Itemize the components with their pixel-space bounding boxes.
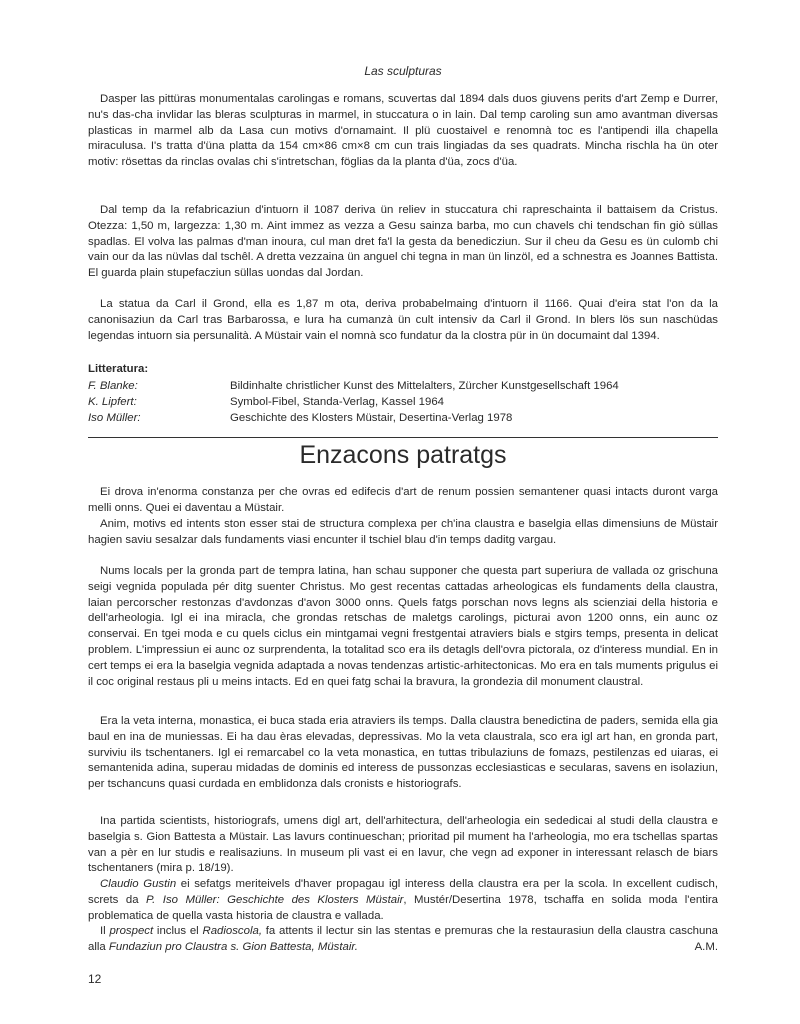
- paragraph-text: Dal temp da la refabricaziun d'intuorn il 1087 deriva ün reliev in stuccatura chi rapreschainta il battaisem da Cristus. Otezza: 1,50 m, largezza: 1,30 m. Aint immez as vezza a Gesu sainza barba, mo cun chavels chi tendschan fin giò süllas spadlas. El volva las palmas d'man inoura, cul man dret fa'l la gesta da benedicziun. Sur il cheu da Gesu es ün culomb chi vain our da las nüvlas dal tschêl. A dretta vezzaina ün anguel chi tegna in man ün linzöl, ed a schnestra es Joannes Battista. El guarda plain stupefacziun süllas uondas dal Jordan.: [88, 204, 718, 280]
- literature-author: F. Blanke:: [88, 380, 138, 392]
- main-paragraph-7: [88, 924, 718, 956]
- section-title: Las sculpturas: [364, 64, 442, 78]
- literature-author: K. Lipfert:: [88, 396, 137, 408]
- paragraph-text: Ei drova in'enorma constanza per che ovras ed edifecis d'art de renum possien semantener quasi intacts duront varga melli onns. Quei ei daventau a Müstair.: [88, 486, 718, 514]
- paragraph-text: Anim, motivs ed intents ston esser stai de structura complexa per ch'ina claustra e baselgia ellas dimensiuns de Müstair hagien saviu sesalzar dals fundaments viasi encunter il tschiel blau d'in temps daditg vargau.: [88, 518, 718, 546]
- paragraph-text: Il: [100, 925, 110, 937]
- sculpture-paragraph-1: [88, 92, 718, 171]
- literature-title: Symbol-Fibel, Standa-Verlag, Kassel 1964: [230, 396, 445, 408]
- page-number: 12: [88, 972, 102, 986]
- paragraph-text: Era la veta interna, monastica, ei buca stada eria atraviers ils temps. Dalla claustra benedictina de paders, semida ella gia baul en ina de muniessas. Ei ha dau èras elevadas, depressivas. Mo la veta claustrala, sco era igl art han, en gronda part, surviviu ils tschentaners. Igl ei remarcabel co la veta monastica, en tuttas tribulaziuns de fomazs, pestilenzas ed uiaras, ei semantenida adina, superau midadas de dominis ed interess de pussonzas ecclesiasticas e secularas, savens en isolaziun, per tschancuns quasi curdada en emblidonza dals cronists e historiografs.: [88, 715, 718, 791]
- paragraph-text: La statua da Carl il Grond, ella es 1,87 m ota, deriva probabelmaing d'intuorn il 1166. Quai d'eira stat l'on da la canonisaziun da Carl tras Barbarossa, e lura ha cumanzà ün cult intensiv da Carl il Grond. In blers lös sun naschüdas legendas intuorn sia persunalità. A Müstair vain el nomnà sco fundatur da la clostra pür in ün documaint dal 1394.: [88, 298, 718, 342]
- sculpture-paragraph-3: [88, 297, 718, 344]
- section-divider: [88, 437, 718, 438]
- literature-title: Bildinhalte christlicher Kunst des Mittelalters, Zürcher Kunstgesellschaft 1964: [230, 380, 619, 392]
- main-paragraph-1: [88, 485, 718, 517]
- main-paragraph-3: [88, 564, 718, 690]
- main-paragraph-6: [88, 877, 718, 924]
- literature-title: Geschichte des Klosters Müstair, Desertina-Verlag 1978: [230, 412, 513, 424]
- paragraph-text: Dasper las pittüras monumentalas carolingas e romans, scuvertas dal 1894 dals duos giuvens perits d'art Zemp e Durrer, nu's das-cha invlidar las bleras sculpturas in marmel, in stuccatura o in lain. Dal temp caroling sun amo avantman diversas plasticas in marmel alb da Lasa cun motivs d'ornamaint. Il plü cuostaivel e renomnà toc es l'antipendi illa chapella miraculusa. I's tratta d'üna platta da 154 cm×86 cm×8 cm cun trais lingiadas da ses quadrats. Mincha rischla ha ün oter motiv: rösettas da rinclas ovalas chi s'intretschan, föglias da la planta d'üa, zocs d'üa.: [88, 93, 718, 169]
- paragraph-text: inclus el: [153, 925, 203, 937]
- literature-heading: Litteratura:: [88, 363, 149, 375]
- paragraph-text: Ina partida scientists, historiografs, umens digl art, dell'arhitectura, dell'arheologia ein sededicai al studi della claustra e baselgia s. Gion Battesta a Müstair. Las lavurs continueschan; prioritad pil mument ha l'arheologia, mo era tschellas spartas van a pèr en lur studis e realisaziuns. In museum pli vast ei en lavur, che vegn ad exponer in interessant relasch de biars tschentaners (mira p. 18/19).: [88, 815, 718, 875]
- article-title: Enzacons patratgs: [299, 441, 507, 469]
- main-paragraph-2: [88, 517, 718, 549]
- radioscola-term: Radioscola,: [202, 925, 262, 937]
- literature-author: Iso Müller:: [88, 412, 141, 424]
- prospect-term: prospect: [109, 925, 154, 937]
- paragraph-text: fa attents il lectur sin las stentas e premuras che la restaurasiun della claustra caschuna alla: [88, 925, 718, 953]
- foundation-name: Fundaziun pro Claustra s. Gion Battesta, Müstair.: [108, 940, 358, 953]
- paragraph-text: , Mustér/Desertina 1978, tschaffa en solida moda l'entira problematica de quella vasta historia de claustra e vallada.: [88, 893, 718, 922]
- main-paragraph-4: [88, 714, 718, 793]
- author-name: Claudio Gustin: [100, 878, 177, 890]
- paragraph-text: Nums locals per la gronda part de tempra latina, han schau supponer che questa part superiura de vallada oz grischuna seigi vegnida populada pér ditg suenter Christus. Mo gest recentas cattadas arheologicas els fundaments della claustra, laian percorscher restonzas d'avdonzas d'avon 3000 onns. Quels fatgs porschan novs legns als scienziai della historia e dell'arheologia. Igl ei ina miracla, che grondas retschas de maletgs carolings, picturai avon 1200 onns, ein aunc oz conservai. En tgei moda e cu quels ciclus ein mintgamai vegni frestgentai atraviers bials e stgirs temps, presenta in delicat problem. L'impressiun ei aunc oz surprendenta, la totalitad sco era ils detagls dell'ovra pictorala, oz d'interess mundial. En in cert temps ei era la baselgia vegnida adaptada a novas tendenzas artistic-arhitectonicas. Mo era en tals muments prigulus ei il coc original restaus pli u meins intacts. Ed en quei fatg schai la bravura, la grondezia dil monument claustral.: [88, 565, 718, 688]
- paragraph-text: ei sefatgs meriteivels d'haver propagau igl interess della claustra era per la scola. In excellent cudisch, screts da: [88, 878, 718, 906]
- book-reference: P. Iso Müller: Geschichte des Klosters Müstair: [146, 893, 404, 906]
- main-paragraph-5: [88, 814, 718, 877]
- sculpture-paragraph-2: [88, 203, 718, 282]
- signature: A.M.: [694, 940, 718, 953]
